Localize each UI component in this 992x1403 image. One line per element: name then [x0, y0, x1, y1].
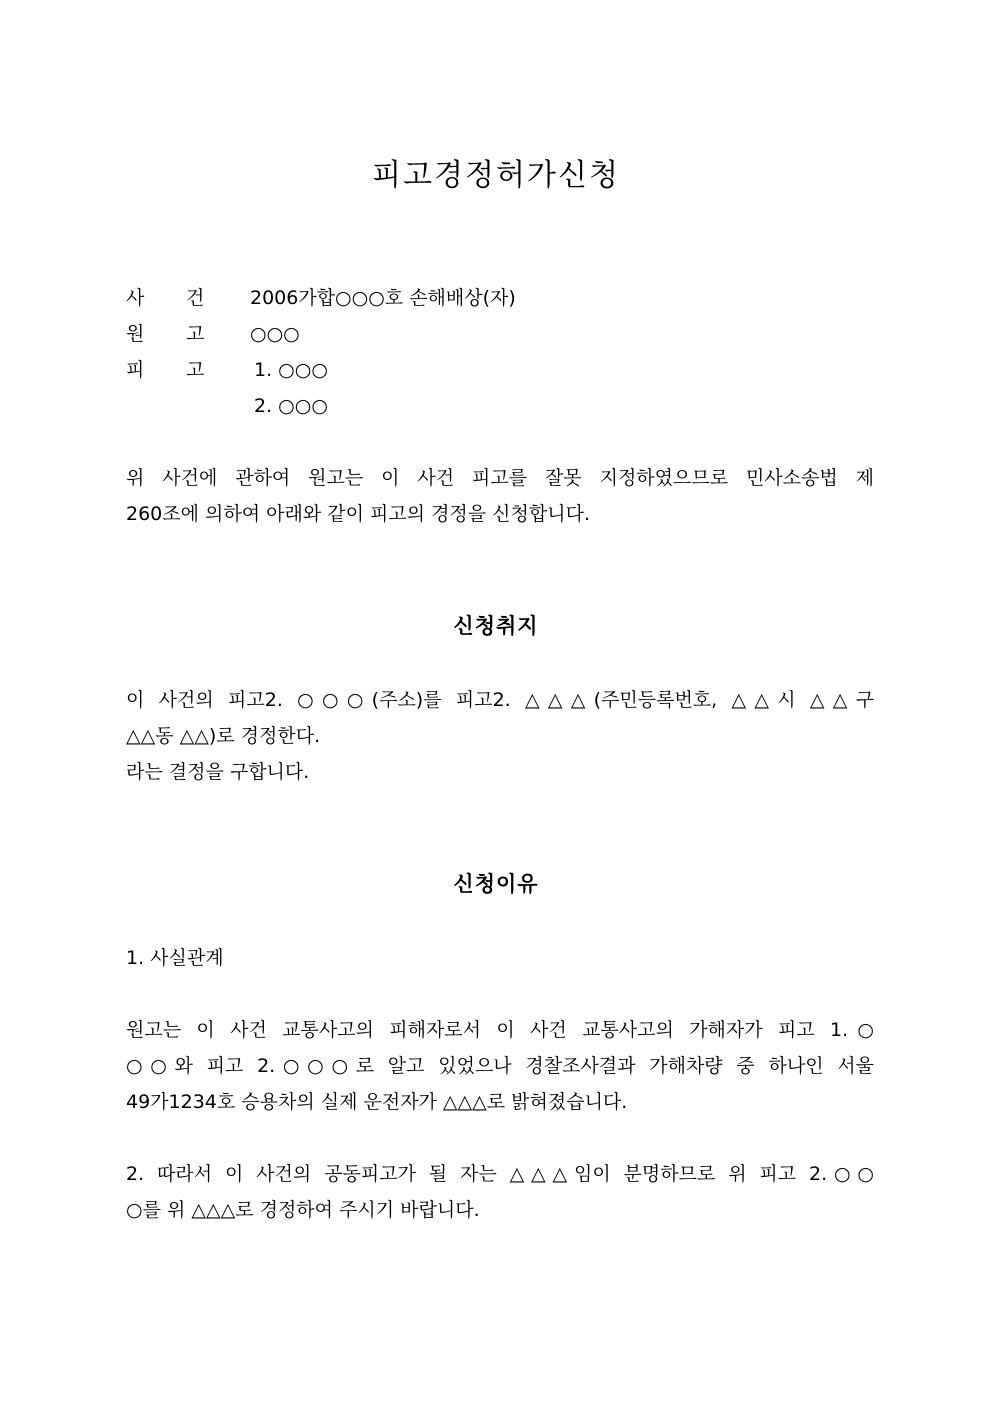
reasons-item-1-line-1: 원고는 이 사건 교통사고의 피해자로서 이 사건 교통사고의 가해자가 피고 1.○: [126, 1019, 874, 1041]
plaintiff-label-1: 원: [126, 323, 145, 345]
reasons-item-2-paragraph: [126, 1156, 874, 1228]
reasons-item-1-heading: 1. 사실관계: [126, 947, 224, 969]
reasons-heading: 신청이유: [453, 872, 539, 896]
purpose-line-2: △△동 △△)로 경정한다.: [126, 725, 321, 747]
plaintiff-label-2: 고: [186, 323, 205, 345]
purpose-line-1: 이 사건의 피고2. ○○○(주소)를 피고2. △△△(주민등록번호, △△시 △△구: [126, 689, 874, 711]
reasons-item-2-line-2: ○를 위 △△△로 경정하여 주시기 바랍니다.: [126, 1199, 480, 1221]
reasons-item-1-line-3: 49가1234호 승용차의 실제 운전자가 △△△로 밝혀졌습니다.: [126, 1091, 628, 1113]
reasons-item-2-line-1: 2. 따라서 이 사건의 공동피고가 될 자는 △△△임이 분명하므로 위 피고 2.○○: [126, 1163, 874, 1185]
intro-line-2: 260조에 의하여 아래와 같이 피고의 경정을 신청합니다.: [126, 503, 590, 525]
purpose-line-3: 라는 결정을 구합니다.: [126, 761, 310, 783]
intro-line-1: 위 사건에 관하여 원고는 이 사건 피고를 잘못 지정하였으므로 민사소송법 제: [126, 467, 874, 489]
case-value: 2006가합○○○호 손해배상(자): [250, 287, 516, 309]
plaintiff-value: ○○○: [250, 323, 300, 345]
document-title: 피고경정허가신청: [372, 158, 620, 193]
reasons-item-1-paragraph: [126, 1012, 874, 1120]
purpose-paragraph: [126, 682, 874, 790]
intro-paragraph: [126, 460, 874, 532]
purpose-heading: 신청취지: [453, 614, 539, 638]
defendant-label-2: 고: [186, 359, 205, 381]
defendant-label-1: 피: [126, 359, 145, 381]
reasons-item-1-line-2: ○○와 피고 2.○○○로 알고 있었으나 경찰조사결과 가해차량 중 하나인 서울: [126, 1055, 874, 1077]
defendant-1: 1. ○○○: [254, 359, 328, 381]
case-label-1: 사: [126, 287, 145, 309]
defendant-2: 2. ○○○: [254, 395, 328, 417]
case-label-2: 건: [186, 287, 205, 309]
